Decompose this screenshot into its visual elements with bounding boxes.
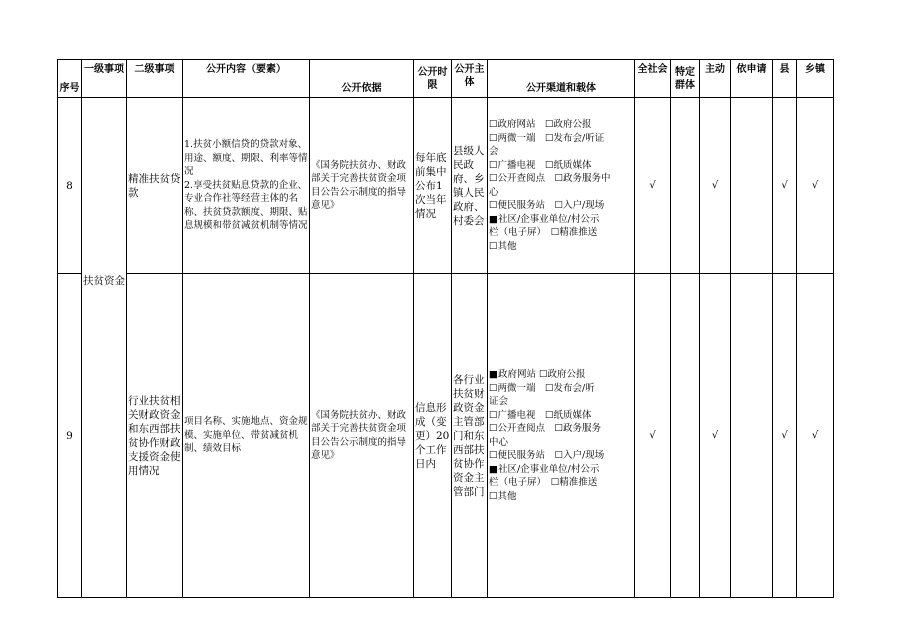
row-number: 8 — [58, 98, 82, 274]
channel-line: 会 — [489, 146, 499, 157]
basis-cell: 《国务院扶贫办、财政部关于完善扶贫资金项目公告公示制度的指导意见》 — [310, 98, 414, 274]
subject-cell: 各行业扶贫财政资金主管部门和东西部扶贫协作资金主管部门 — [452, 274, 488, 598]
header-county: 县 — [773, 60, 797, 98]
channel-line: ■政府网站 ☐政府公报 — [489, 369, 586, 380]
specific-group-check — [671, 98, 700, 274]
channel-line: 证会 — [489, 396, 509, 407]
header-time: 公开时限 — [414, 60, 452, 98]
county-check: √ — [773, 274, 797, 598]
county-check: √ — [773, 98, 797, 274]
level1-item: 扶贫资金 — [82, 98, 127, 598]
header-specific-group: 特定群体 — [671, 60, 700, 98]
channel-cell — [488, 98, 635, 274]
channel-cell — [488, 274, 635, 598]
header-town: 乡镇 — [797, 60, 834, 98]
header-active: 主动 — [700, 60, 731, 98]
basis-cell: 《国务院扶贫办、财政部关于完善扶贫资金项目公告公示制度的指导意见》 — [310, 274, 414, 598]
header-channel: 公开渠道和载体 — [488, 60, 635, 98]
all-society-check: √ — [635, 98, 671, 274]
table-row — [58, 274, 834, 598]
subject-cell: 县级人民政府、乡镇人民政府、村委会 — [452, 98, 488, 274]
channel-line: 中心 — [489, 436, 509, 448]
specific-group-check — [671, 274, 700, 598]
channel-line: ☐公开查阅点 ☐政务服务 — [489, 423, 602, 434]
town-check: √ — [797, 274, 834, 598]
on-request-check — [731, 274, 773, 598]
content-cell: 项目名称、实施地点、资金规模、实施单位、带贫减贫机制、绩效目标 — [183, 274, 310, 598]
channel-line: 心 — [489, 186, 499, 198]
active-check: √ — [700, 98, 731, 274]
active-check: √ — [700, 274, 731, 598]
header-basis: 公开依据 — [310, 60, 414, 98]
table-row — [58, 98, 834, 274]
channel-line: ■社区/企事业单位/村公示 — [489, 213, 600, 225]
disclosure-table — [57, 59, 834, 598]
channel-line: ■社区/企事业单位/村公示 — [489, 463, 600, 475]
header-no: 序号 — [58, 60, 82, 98]
on-request-check — [731, 98, 773, 274]
header-level2: 二级事项 — [127, 60, 183, 98]
channel-line: ☐两微一端 ☐发布会/听 — [489, 382, 595, 394]
channel-line: ☐政府网站 ☐政府公报 — [489, 119, 592, 130]
channel-line: 栏（电子屏） ☐精准推送 — [489, 477, 598, 488]
time-cell: 每年底前集中公布1次当年情况 — [414, 98, 452, 274]
channel-line: ☐其他 — [489, 240, 517, 252]
channel-line: ☐广播电视 ☐纸质媒体 — [489, 409, 592, 421]
header-subject: 公开主体 — [452, 60, 488, 98]
level2-item: 行业扶贫相关财政资金和东西部扶贫协作财政支援资金使用情况 — [127, 274, 183, 598]
channel-line: ☐广播电视 ☐纸质媒体 — [489, 159, 592, 171]
channel-line: ☐便民服务站 ☐入户/现场 — [489, 450, 605, 461]
level2-item: 精准扶贫贷款 — [127, 98, 183, 274]
time-cell: 信息形成（变更）20个工作日内 — [414, 274, 452, 598]
channel-line: ☐其他 — [489, 490, 517, 502]
channel-line: 栏（电子屏） ☐精准推送 — [489, 227, 598, 238]
header-content: 公开内容（要素） — [183, 60, 310, 98]
header-level1: 一级事项 — [82, 60, 127, 98]
content-cell: 1.扶贫小额信贷的贷款对象、用途、额度、期限、利率等情况 2.享受扶贫贴息贷款的企业、专业合作社等经营主体的名称、扶贫贷款额度、期限、贴息规模和带贫减贫机制等情况 — [183, 98, 310, 274]
channel-line: ☐便民服务站 ☐入户/现场 — [489, 200, 605, 211]
channel-line: ☐两微一端 ☐发布会/听证 — [489, 132, 605, 144]
header-all-society: 全社会 — [635, 60, 671, 98]
row-number: 9 — [58, 274, 82, 598]
header-row — [58, 60, 834, 98]
all-society-check: √ — [635, 274, 671, 598]
channel-line: ☐公开查阅点 ☐政务服务中 — [489, 173, 611, 184]
town-check: √ — [797, 98, 834, 274]
header-on-request: 依申请 — [731, 60, 773, 98]
